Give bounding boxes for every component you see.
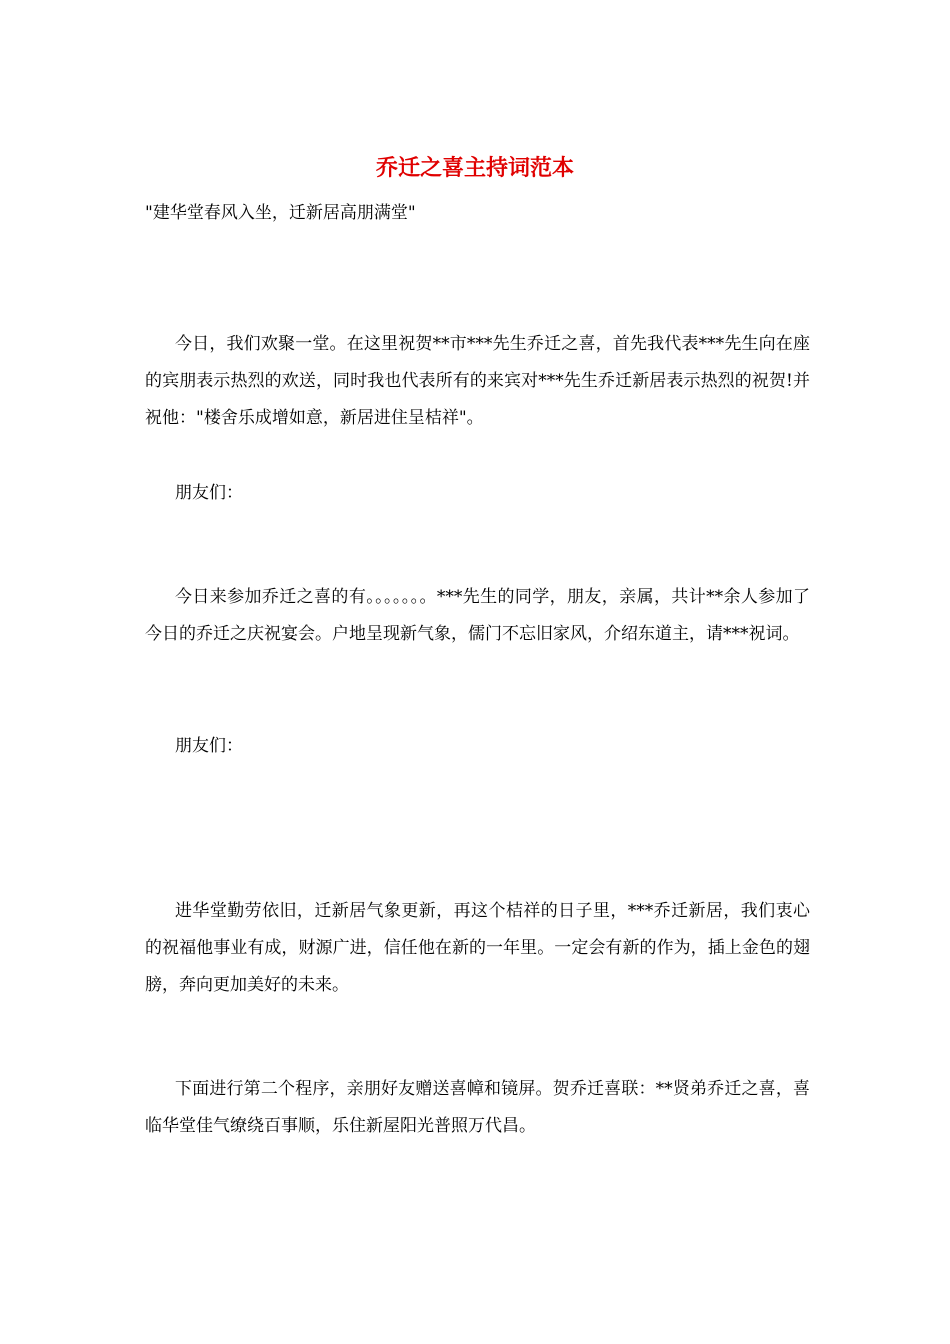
- document-subtitle-couplet: "建华堂春风入坐，迁新居高朋满堂": [145, 203, 416, 223]
- paragraph-friends-address-1: 朋友们：: [175, 483, 243, 503]
- paragraph-second-program: 下面进行第二个程序，亲朋好友赠送喜幛和镜屏。贺乔迁喜联：**贤弟乔迁之喜，喜临华堂佳气缭绕百事顺，乐住新屋阳光普照万代昌。: [145, 1079, 810, 1136]
- paragraph-friends-address-2: 朋友们：: [175, 736, 243, 756]
- paragraph-blessing: 进华堂勤劳依旧，迁新居气象更新，再这个桔祥的日子里，***乔迁新居，我们衷心的祝福他事业有成，财源广进，信任他在新的一年里。一定会有新的作为，插上金色的翅膀，奔向更加美好的未来。: [145, 901, 810, 995]
- document-title: 乔迁之喜主持词范本: [375, 155, 574, 181]
- paragraph-opening-greeting: 今日，我们欢聚一堂。在这里祝贺**市***先生乔迁之喜，首先我代表***先生向在座的宾朋表示热烈的欢送，同时我也代表所有的来宾对***先生乔迁新居表示热烈的祝贺!并祝他："楼舍乐成增如意，新居进住呈桔祥"。: [145, 334, 810, 428]
- paragraph-guests-introduction: 今日来参加乔迁之喜的有。。。。。。。***先生的同学，朋友，亲属，共计**余人参加了今日的乔迁之庆祝宴会。户地呈现新气象，儒门不忘旧家风，介绍东道主，请***祝词。: [145, 587, 810, 644]
